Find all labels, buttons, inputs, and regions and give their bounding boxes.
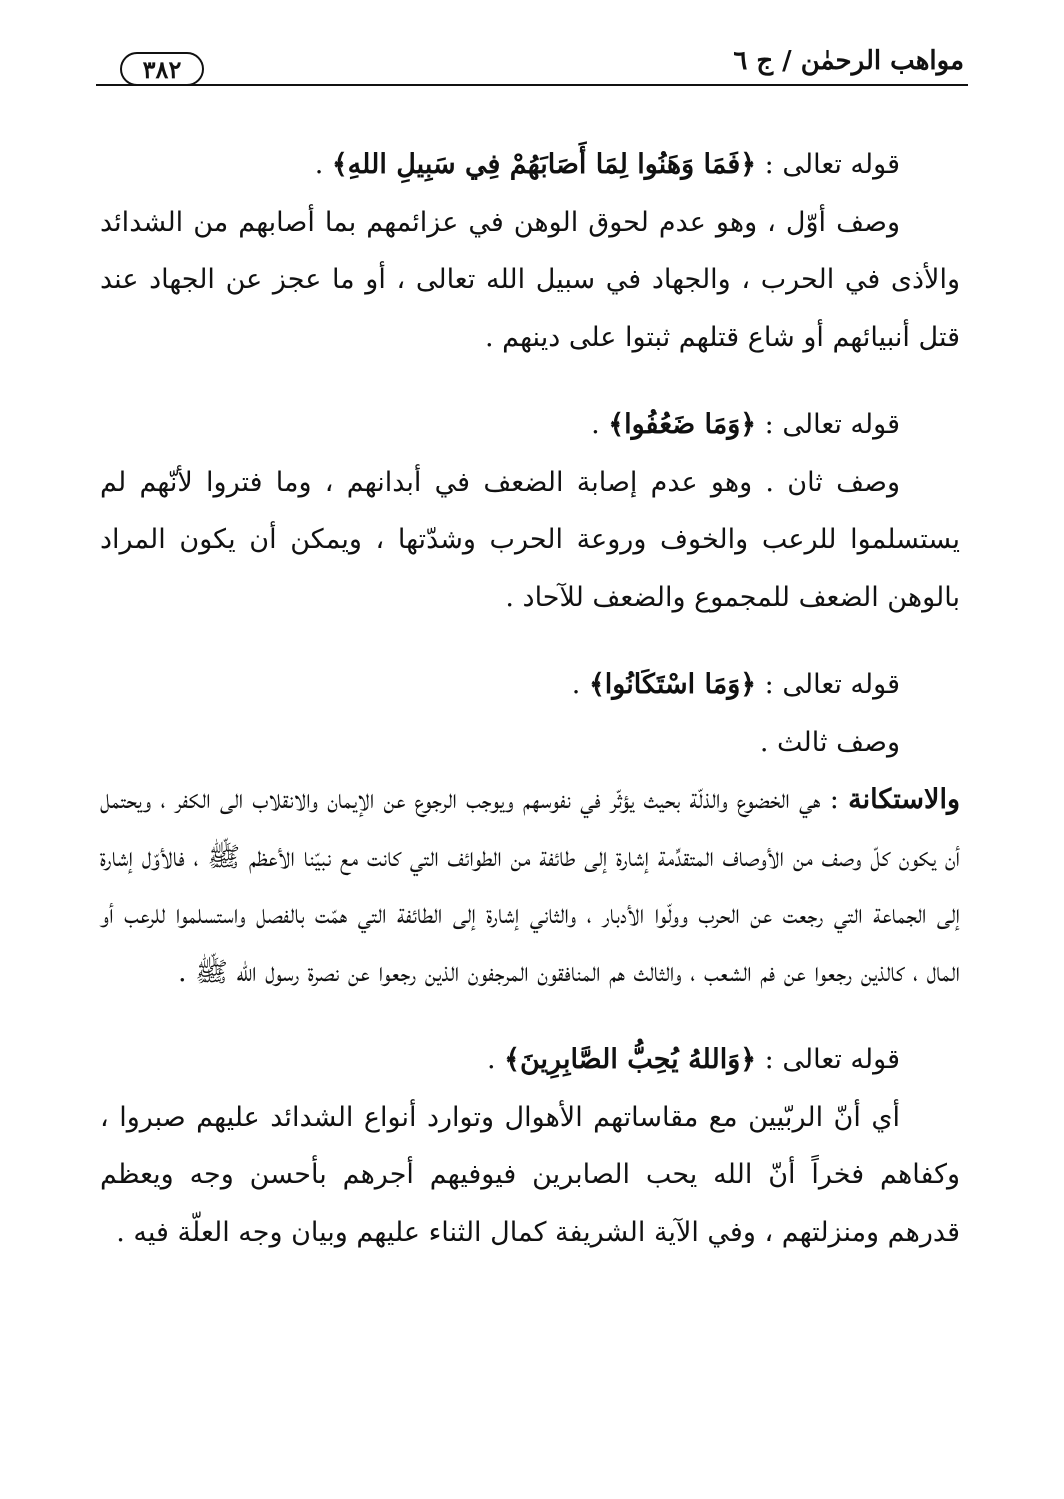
verse-intro: قوله تعالى : xyxy=(756,149,900,180)
verse-heading xyxy=(100,656,960,714)
verse-heading xyxy=(100,396,960,454)
verse-text: ﴿وَمَا ضَعُفُوا﴾ xyxy=(608,409,757,440)
page-number: ٣٨٢ xyxy=(120,52,204,86)
verse-text: ﴿وَاللهُ يُحِبُّ الصَّابِرِينَ﴾ xyxy=(504,1044,757,1075)
verse-intro: قوله تعالى : xyxy=(756,1044,900,1075)
definition-text: : هي الخضوع والذلّة بحيث يؤثّر في نفوسهم ويوجب الرجوع عن الإيمان والانقلاب الى الكفر ، ويحتمل أن يكون كلّ وصف من الأوصاف المتقدِّمة إشارة إلى طائفة من الطوائف التي كانت مع نبيّنا الأعظم ﷺ ، فالأوّل إشارة إلى الجماعة التي رجعت عن الحرب وولّوا الأدبار ، والثاني إشارة إلى الطائفة التي همّت بالفصل واستسلموا للرعب أو المال ، كالذين رجعوا عن فم الشعب ، والثالث هم المنافقون المرجفون الذين رجعوا عن نصرة رسول الله ﷺ . xyxy=(100,784,960,988)
verse-end: . xyxy=(486,1044,505,1075)
verse-intro: قوله تعالى : xyxy=(756,409,900,440)
verse-intro: قوله تعالى : xyxy=(756,669,900,700)
verse-end: . xyxy=(314,149,332,180)
verse-text: ﴿فَمَا وَهَنُوا لِمَا أَصَابَهُمْ فِي سَبِيلِ اللهِ﴾ xyxy=(331,149,757,180)
defined-term: والاستكانة xyxy=(848,784,960,815)
lead-line: وصف ثالث . xyxy=(759,726,900,758)
verse-end: . xyxy=(591,409,609,440)
section-4 xyxy=(100,1031,960,1261)
page-header xyxy=(96,46,968,86)
section-3 xyxy=(100,656,960,1001)
page-body xyxy=(100,136,960,1291)
commentary-paragraph: وصف ثان . وهو عدم إصابة الضعف في أبدانهم ، وما فتروا لأنّهم لم يستسلموا للرعب والخوف وروعة الحرب وشدّتها ، ويمكن أن يكون المراد بالوهن الضعف للمجموع والضعف للآحاد . xyxy=(100,466,960,613)
section-1 xyxy=(100,136,960,366)
section-2 xyxy=(100,396,960,626)
verse-heading xyxy=(100,136,960,194)
verse-end: . xyxy=(571,669,589,700)
commentary-paragraph: أي أنّ الربّيين مع مقاساتهم الأهوال وتوارد أنواع الشدائد عليهم صبروا ، وكفاهم فخراً أنّ الله يحب الصابرين فيوفيهم أجرهم بأحسن وجه ويعظم قدرهم ومنزلتهم ، وفي الآية الشريفة كمال الثناء عليهم وبيان وجه العلّة فيه . xyxy=(100,1101,960,1248)
verse-heading xyxy=(100,1031,960,1089)
commentary-paragraph xyxy=(100,771,960,1001)
commentary-paragraph: وصف أوّل ، وهو عدم لحوق الوهن في عزائمهم بما أصابهم من الشدائد والأذى في الحرب ، والجهاد في سبيل الله تعالى ، أو ما عجز عن الجهاد عند قتل أنبيائهم أو شاع قتلهم ثبتوا على دينهم . xyxy=(100,206,960,353)
header-rule xyxy=(96,84,968,86)
running-title: مواهب الرحمٰن / ج ٦ xyxy=(733,46,964,76)
verse-text: ﴿وَمَا اسْتَكَانُوا﴾ xyxy=(588,669,757,700)
